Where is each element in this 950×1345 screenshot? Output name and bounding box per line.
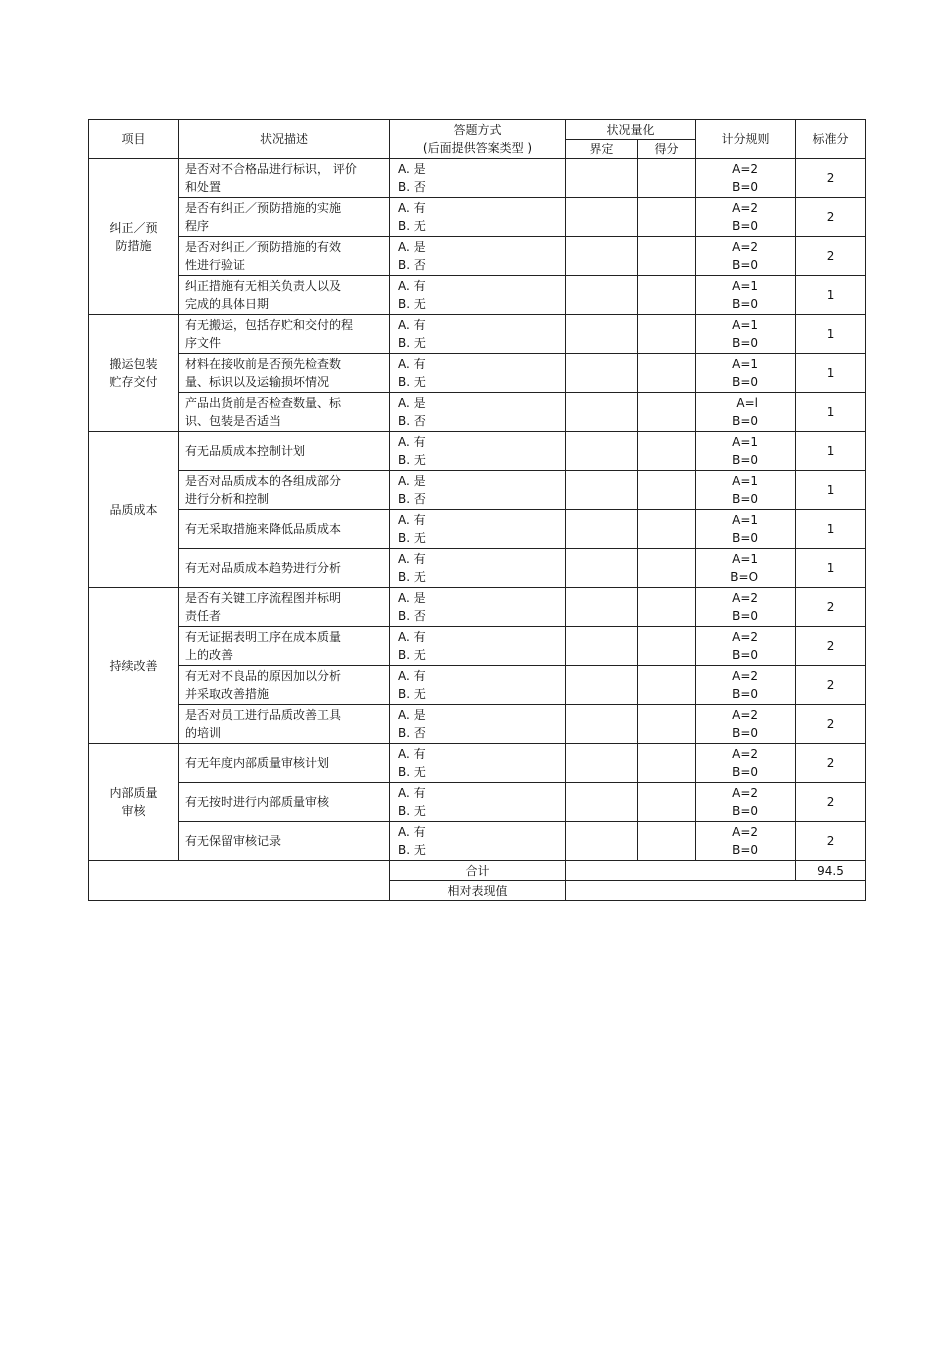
answer-option-a: A. 是: [398, 396, 426, 410]
answer-option-a: A. 有: [398, 513, 426, 527]
score-cell[interactable]: [638, 510, 696, 549]
table-row: [89, 510, 866, 549]
score-cell[interactable]: [638, 393, 696, 432]
answer-option-a: A. 有: [398, 357, 426, 371]
standard-score: 2: [796, 627, 866, 666]
status-description: [179, 822, 390, 861]
description-line: 的培训: [185, 726, 222, 740]
category-name: 纠正／预: [109, 220, 158, 235]
rule-a: A=1: [732, 357, 759, 371]
answer-option-a: A. 是: [398, 240, 426, 254]
answer-options: [390, 588, 566, 627]
table-row: [89, 276, 866, 315]
status-description: [179, 432, 390, 471]
rule-b: B=0: [732, 687, 759, 701]
answer-option-b: B. 无: [398, 219, 426, 233]
standard-score: 2: [796, 198, 866, 237]
define-cell[interactable]: [566, 510, 638, 549]
relative-label: 相对表现值: [390, 881, 566, 901]
answer-option-a: A. 有: [398, 318, 426, 332]
define-cell[interactable]: [566, 432, 638, 471]
score-cell[interactable]: [638, 783, 696, 822]
answer-options: [390, 627, 566, 666]
description-line: 有无保留审核记录: [185, 834, 282, 848]
score-cell[interactable]: [638, 822, 696, 861]
header-standard-score: 标准分: [796, 120, 866, 159]
status-description: [179, 510, 390, 549]
category-name: 搬运包装: [109, 357, 158, 371]
score-cell[interactable]: [638, 159, 696, 198]
header-score: 得分: [638, 140, 696, 159]
description-line: 有无对不良品的原因加以分析: [185, 669, 342, 683]
answer-option-b: B. 否: [398, 726, 426, 740]
score-cell[interactable]: [638, 744, 696, 783]
rule-a: A=2: [732, 162, 759, 176]
table-row: [89, 822, 866, 861]
rule-a: A=2: [732, 747, 759, 761]
category-name: 审核: [121, 804, 146, 818]
scoring-rule: [696, 783, 796, 822]
header-item: 项目: [89, 120, 179, 159]
status-description: [179, 276, 390, 315]
description-line: 是否对纠正／预防措施的有效: [185, 240, 342, 254]
rule-a: A=2: [732, 669, 759, 683]
rule-b: B=0: [732, 492, 759, 506]
table-row: [89, 393, 866, 432]
answer-option-b: B. 否: [398, 414, 426, 428]
description-line: 有无搬运，包括存贮和交付的程: [185, 318, 354, 332]
category-cell: [89, 744, 179, 861]
rule-b: B=0: [732, 453, 759, 467]
description-line: 有无按时进行内部质量审核: [185, 795, 330, 809]
table-row: [89, 315, 866, 354]
rule-b: B=0: [732, 297, 759, 311]
answer-option-a: A. 有: [398, 435, 426, 449]
answer-options: [390, 432, 566, 471]
standard-score: 1: [796, 510, 866, 549]
description-line: 上的改善: [185, 648, 234, 662]
evaluation-table: [88, 119, 866, 901]
rule-a: A=1: [732, 318, 759, 332]
answer-option-b: B. 无: [398, 453, 426, 467]
answer-options: [390, 783, 566, 822]
description-line: 识、包装是否适当: [185, 414, 282, 428]
answer-option-b: B. 无: [398, 843, 426, 857]
standard-score: 1: [796, 276, 866, 315]
define-cell[interactable]: [566, 159, 638, 198]
rule-a: A=1: [732, 513, 759, 527]
total-empty-cell: [566, 861, 796, 881]
rule-b: B=0: [732, 219, 759, 233]
rule-a: A=1: [732, 279, 759, 293]
scoring-rule: [696, 159, 796, 198]
scoring-rule: [696, 588, 796, 627]
header-description: 状况描述: [179, 120, 390, 159]
category-cell: [89, 432, 179, 588]
answer-options: [390, 198, 566, 237]
category-cell: [89, 315, 179, 432]
scoring-rule: [696, 744, 796, 783]
description-line: 有无品质成本控制计划: [185, 444, 306, 458]
table-row: [89, 666, 866, 705]
category-name: 持续改善: [109, 658, 158, 673]
standard-score: 1: [796, 471, 866, 510]
rule-b: B=0: [732, 336, 759, 350]
description-line: 完成的具体日期: [185, 297, 270, 311]
define-cell[interactable]: [566, 237, 638, 276]
define-cell[interactable]: [566, 666, 638, 705]
rule-a: A=1: [732, 552, 759, 566]
rule-a: A=l: [736, 396, 759, 410]
rule-b: B=0: [732, 180, 759, 194]
table-row: [89, 471, 866, 510]
rule-a: A=2: [732, 591, 759, 605]
header-answer-line2: (后面提供答案类型 ): [422, 141, 533, 155]
rule-a: A=2: [732, 825, 759, 839]
category-cell: [89, 159, 179, 315]
rule-b: B=0: [732, 726, 759, 740]
status-description: [179, 237, 390, 276]
answer-option-b: B. 否: [398, 180, 426, 194]
description-line: 程序: [185, 219, 210, 233]
header-scoring-rule: 计分规则: [696, 120, 796, 159]
answer-option-b: B. 无: [398, 297, 426, 311]
description-line: 并采取改善措施: [185, 687, 270, 701]
rule-b: B=0: [732, 375, 759, 389]
scoring-rule: [696, 549, 796, 588]
rule-a: A=2: [732, 201, 759, 215]
answer-options: [390, 159, 566, 198]
description-line: 和处置: [185, 180, 222, 194]
score-cell[interactable]: [638, 627, 696, 666]
rule-b: B=0: [732, 804, 759, 818]
header-answer-line1: 答题方式: [453, 123, 502, 137]
scoring-rule: [696, 822, 796, 861]
scoring-rule: [696, 198, 796, 237]
table-row: [89, 744, 866, 783]
description-line: 序文件: [185, 336, 222, 350]
table-row: [89, 549, 866, 588]
status-description: [179, 783, 390, 822]
description-line: 责任者: [185, 609, 222, 623]
define-cell[interactable]: [566, 783, 638, 822]
define-cell[interactable]: [566, 354, 638, 393]
category-name: 防措施: [115, 238, 152, 253]
score-cell[interactable]: [638, 315, 696, 354]
standard-score: 1: [796, 549, 866, 588]
answer-options: [390, 237, 566, 276]
score-cell[interactable]: [638, 666, 696, 705]
table-row: [89, 588, 866, 627]
description-line: 是否对员工进行品质改善工具: [185, 708, 342, 722]
description-line: 有无采取措施来降低品质成本: [185, 522, 342, 536]
answer-option-b: B. 无: [398, 375, 426, 389]
answer-option-a: A. 是: [398, 162, 426, 176]
define-cell[interactable]: [566, 627, 638, 666]
rule-a: A=2: [732, 240, 759, 254]
rule-a: A=1: [732, 474, 759, 488]
answer-options: [390, 276, 566, 315]
answer-option-b: B. 无: [398, 648, 426, 662]
answer-option-b: B. 无: [398, 765, 426, 779]
score-cell[interactable]: [638, 354, 696, 393]
answer-option-b: B. 否: [398, 609, 426, 623]
rule-b: B=0: [732, 531, 759, 545]
define-cell[interactable]: [566, 315, 638, 354]
description-line: 量、标识以及运输损坏情况: [185, 375, 330, 389]
answer-option-a: A. 有: [398, 786, 426, 800]
standard-score: 1: [796, 393, 866, 432]
score-cell[interactable]: [638, 432, 696, 471]
answer-option-b: B. 否: [398, 258, 426, 272]
scoring-rule: [696, 510, 796, 549]
table-row: [89, 627, 866, 666]
answer-options: [390, 822, 566, 861]
standard-score: 2: [796, 783, 866, 822]
define-cell[interactable]: [566, 588, 638, 627]
answer-option-a: A. 是: [398, 591, 426, 605]
answer-options: [390, 315, 566, 354]
answer-options: [390, 393, 566, 432]
define-cell[interactable]: [566, 744, 638, 783]
answer-option-b: B. 无: [398, 687, 426, 701]
category-cell: [89, 588, 179, 744]
description-line: 性进行验证: [185, 258, 246, 272]
score-cell[interactable]: [638, 237, 696, 276]
standard-score: 1: [796, 432, 866, 471]
standard-score: 2: [796, 705, 866, 744]
description-line: 有无证据表明工序在成本质量: [185, 630, 342, 644]
score-cell[interactable]: [638, 471, 696, 510]
standard-score: 2: [796, 666, 866, 705]
header-define: 界定: [566, 140, 638, 159]
description-line: 是否有纠正／预防措施的实施: [185, 201, 342, 215]
description-line: 是否对品质成本的各组成部分: [185, 474, 342, 488]
category-name: 内部质量: [109, 786, 158, 800]
answer-options: [390, 744, 566, 783]
status-description: [179, 198, 390, 237]
answer-option-a: A. 有: [398, 630, 426, 644]
answer-option-a: A. 有: [398, 552, 426, 566]
scoring-rule: [696, 432, 796, 471]
answer-option-a: A. 有: [398, 825, 426, 839]
rule-b: B=0: [732, 843, 759, 857]
standard-score: 1: [796, 315, 866, 354]
rule-b: B=0: [732, 258, 759, 272]
answer-options: [390, 471, 566, 510]
rule-b: B=O: [730, 570, 759, 584]
description-line: 材料在接收前是否预先检查数: [185, 357, 342, 371]
define-cell[interactable]: [566, 471, 638, 510]
answer-option-a: A. 有: [398, 747, 426, 761]
answer-option-b: B. 无: [398, 804, 426, 818]
description-line: 产品出货前是否检查数量、标: [185, 396, 342, 410]
answer-options: [390, 510, 566, 549]
answer-option-a: A. 是: [398, 474, 426, 488]
description-line: 有无对品质成本趋势进行分析: [185, 561, 342, 575]
table-row: [89, 354, 866, 393]
standard-score: 2: [796, 159, 866, 198]
score-cell[interactable]: [638, 198, 696, 237]
scoring-rule: [696, 627, 796, 666]
define-cell[interactable]: [566, 276, 638, 315]
scoring-rule: [696, 705, 796, 744]
answer-option-a: A. 有: [398, 669, 426, 683]
scoring-rule: [696, 237, 796, 276]
rule-b: B=0: [732, 765, 759, 779]
description-line: 进行分析和控制: [185, 492, 270, 506]
table-row: [89, 432, 866, 471]
answer-options: [390, 666, 566, 705]
scoring-rule: [696, 315, 796, 354]
scoring-rule: [696, 666, 796, 705]
answer-option-b: B. 无: [398, 570, 426, 584]
score-cell[interactable]: [638, 705, 696, 744]
define-cell[interactable]: [566, 705, 638, 744]
score-cell[interactable]: [638, 549, 696, 588]
standard-score: 2: [796, 822, 866, 861]
rule-a: A=2: [732, 630, 759, 644]
rule-a: A=2: [732, 786, 759, 800]
score-cell[interactable]: [638, 588, 696, 627]
answer-option-b: B. 无: [398, 336, 426, 350]
table-row: [89, 783, 866, 822]
header-quantification: 状况量化: [566, 120, 696, 140]
status-description: [179, 315, 390, 354]
answer-options: [390, 549, 566, 588]
status-description: [179, 471, 390, 510]
answer-option-b: B. 否: [398, 492, 426, 506]
description-line: 是否对不合格品进行标识， 评价: [185, 162, 357, 176]
define-cell[interactable]: [566, 393, 638, 432]
standard-score: 2: [796, 744, 866, 783]
total-value: 94.5: [796, 861, 866, 881]
answer-option-a: A. 有: [398, 279, 426, 293]
answer-option-a: A. 有: [398, 201, 426, 215]
status-description: [179, 159, 390, 198]
footer-blank-cell: [89, 861, 390, 901]
answer-options: [390, 705, 566, 744]
answer-option-b: B. 无: [398, 531, 426, 545]
status-description: [179, 705, 390, 744]
scoring-rule: [696, 471, 796, 510]
define-cell[interactable]: [566, 822, 638, 861]
rule-b: B=0: [732, 648, 759, 662]
rule-b: B=0: [732, 609, 759, 623]
status-description: [179, 588, 390, 627]
table-row: [89, 159, 866, 198]
description-line: 纠正措施有无相关负责人以及: [185, 279, 342, 293]
answer-option-a: A. 是: [398, 708, 426, 722]
relative-value-cell[interactable]: [566, 881, 866, 901]
category-name: 贮存交付: [109, 375, 158, 389]
score-cell[interactable]: [638, 276, 696, 315]
define-cell[interactable]: [566, 198, 638, 237]
scoring-rule: [696, 276, 796, 315]
status-description: [179, 744, 390, 783]
header-answer-method: [390, 120, 566, 159]
table-row: [89, 705, 866, 744]
status-description: [179, 549, 390, 588]
standard-score: 2: [796, 237, 866, 276]
table-row: [89, 198, 866, 237]
scoring-rule: [696, 393, 796, 432]
table-row: [89, 237, 866, 276]
define-cell[interactable]: [566, 549, 638, 588]
status-description: [179, 393, 390, 432]
standard-score: 2: [796, 588, 866, 627]
category-name: 品质成本: [109, 502, 158, 517]
answer-options: [390, 354, 566, 393]
rule-b: B=0: [732, 414, 759, 428]
status-description: [179, 627, 390, 666]
description-line: 有无年度内部质量审核计划: [185, 756, 330, 770]
rule-a: A=2: [732, 708, 759, 722]
total-row: [89, 861, 866, 881]
scoring-rule: [696, 354, 796, 393]
total-label: 合计: [390, 861, 566, 881]
description-line: 是否有关键工序流程图并标明: [185, 591, 342, 605]
rule-a: A=1: [732, 435, 759, 449]
status-description: [179, 354, 390, 393]
status-description: [179, 666, 390, 705]
standard-score: 1: [796, 354, 866, 393]
